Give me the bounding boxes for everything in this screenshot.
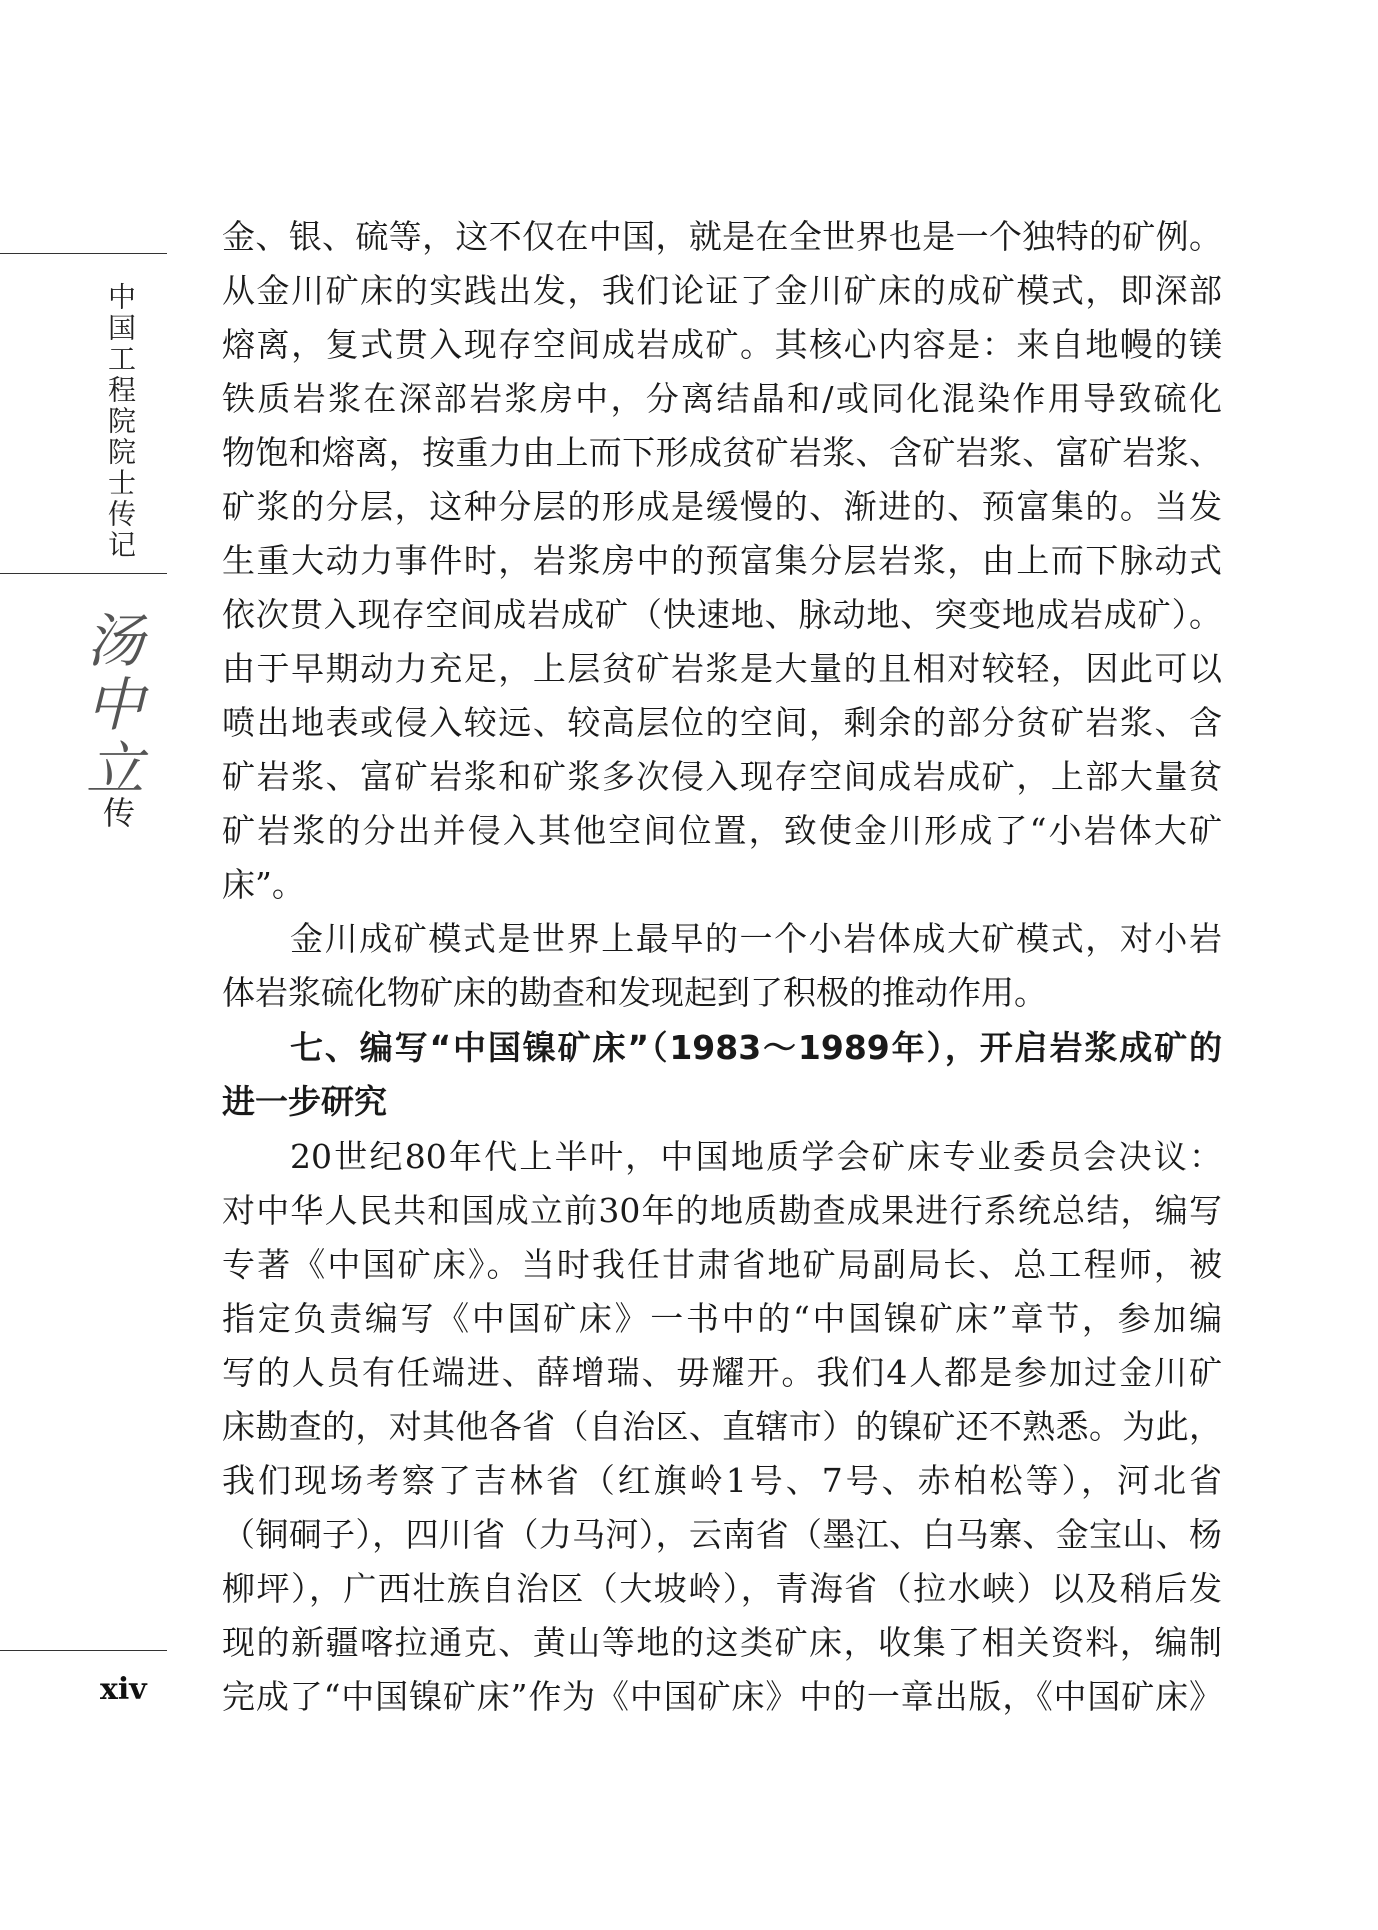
section-heading: 进一步研究: [222, 1082, 387, 1121]
person-name: 汤中立: [76, 610, 144, 802]
biography-label: 传: [103, 794, 136, 832]
body-line: 喷出地表或侵入较远、较高层位的空间，剩余的部分贫矿岩浆、含: [222, 703, 1222, 742]
sidebar-bottom-rule: [0, 1650, 167, 1651]
body-line: 依次贯入现存空间成岩成矿（快速地、脉动地、突变地成岩成矿）。: [222, 595, 1222, 634]
body-line: 床”。: [222, 865, 305, 904]
body-line: 专著《中国矿床》。当时我任甘肃省地矿局副局长、总工程师，被: [222, 1245, 1222, 1284]
page-number: xiv: [100, 1672, 147, 1707]
sidebar-top-rule: [0, 253, 167, 254]
body-line: 指定负责编写《中国矿床》一书中的“中国镍矿床”章节，参加编: [222, 1299, 1222, 1338]
body-line: 由于早期动力充足，上层贫矿岩浆是大量的且相对较轻，因此可以: [222, 649, 1222, 688]
body-line: 金川成矿模式是世界上最早的一个小岩体成大矿模式，对小岩: [290, 919, 1222, 958]
body-line: 矿浆的分层，这种分层的形成是缓慢的、渐进的、预富集的。当发: [222, 487, 1222, 526]
body-line: 完成了“中国镍矿床”作为《中国矿床》中的一章出版，《中国矿床》: [222, 1677, 1222, 1716]
body-line: 现的新疆喀拉通克、黄山等地的这类矿床，收集了相关资料，编制: [222, 1623, 1222, 1662]
body-line: 体岩浆硫化物矿床的勘查和发现起到了积极的推动作用。: [222, 973, 1047, 1012]
body-line: 柳坪），广西壮族自治区（大坡岭），青海省（拉水峡）以及稍后发: [222, 1569, 1222, 1608]
body-line: 生重大动力事件时，岩浆房中的预富集分层岩浆，由上而下脉动式: [222, 541, 1222, 580]
body-line: 铁质岩浆在深部岩浆房中，分离结晶和/或同化混染作用导致硫化: [222, 379, 1222, 418]
sidebar-middle-rule: [0, 573, 167, 574]
body-line: （铜硐子），四川省（力马河），云南省（墨江、白马寨、金宝山、杨: [222, 1515, 1222, 1554]
body-line: 对中华人民共和国成立前30年的地质勘查成果进行系统总结，编写: [222, 1191, 1222, 1230]
body-line: 写的人员有任端进、薛增瑞、毋耀开。我们4人都是参加过金川矿: [222, 1353, 1222, 1392]
series-title: 中国工程院院士传记: [104, 282, 137, 561]
body-line: 我们现场考察了吉林省（红旗岭1号、7号、赤柏松等），河北省: [222, 1461, 1222, 1500]
body-line: 床勘查的，对其他各省（自治区、直辖市）的镍矿还不熟悉。为此，: [222, 1407, 1222, 1446]
body-line: 从金川矿床的实践出发，我们论证了金川矿床的成矿模式，即深部: [222, 271, 1222, 310]
body-line: 金、银、硫等，这不仅在中国，就是在全世界也是一个独特的矿例。: [222, 217, 1222, 256]
body-line: 矿岩浆、富矿岩浆和矿浆多次侵入现存空间成岩成矿，上部大量贫: [222, 757, 1222, 796]
section-heading: 七、编写“中国镍矿床”（1983～1989年），开启岩浆成矿的: [290, 1028, 1222, 1067]
body-line: 20世纪80年代上半叶，中国地质学会矿床专业委员会决议：: [290, 1137, 1222, 1176]
body-line: 熔离，复式贯入现存空间成岩成矿。其核心内容是：来自地幔的镁: [222, 325, 1222, 364]
body-line: 矿岩浆的分出并侵入其他空间位置，致使金川形成了“小岩体大矿: [222, 811, 1222, 850]
body-line: 物饱和熔离，按重力由上而下形成贫矿岩浆、含矿岩浆、富矿岩浆、: [222, 433, 1222, 472]
